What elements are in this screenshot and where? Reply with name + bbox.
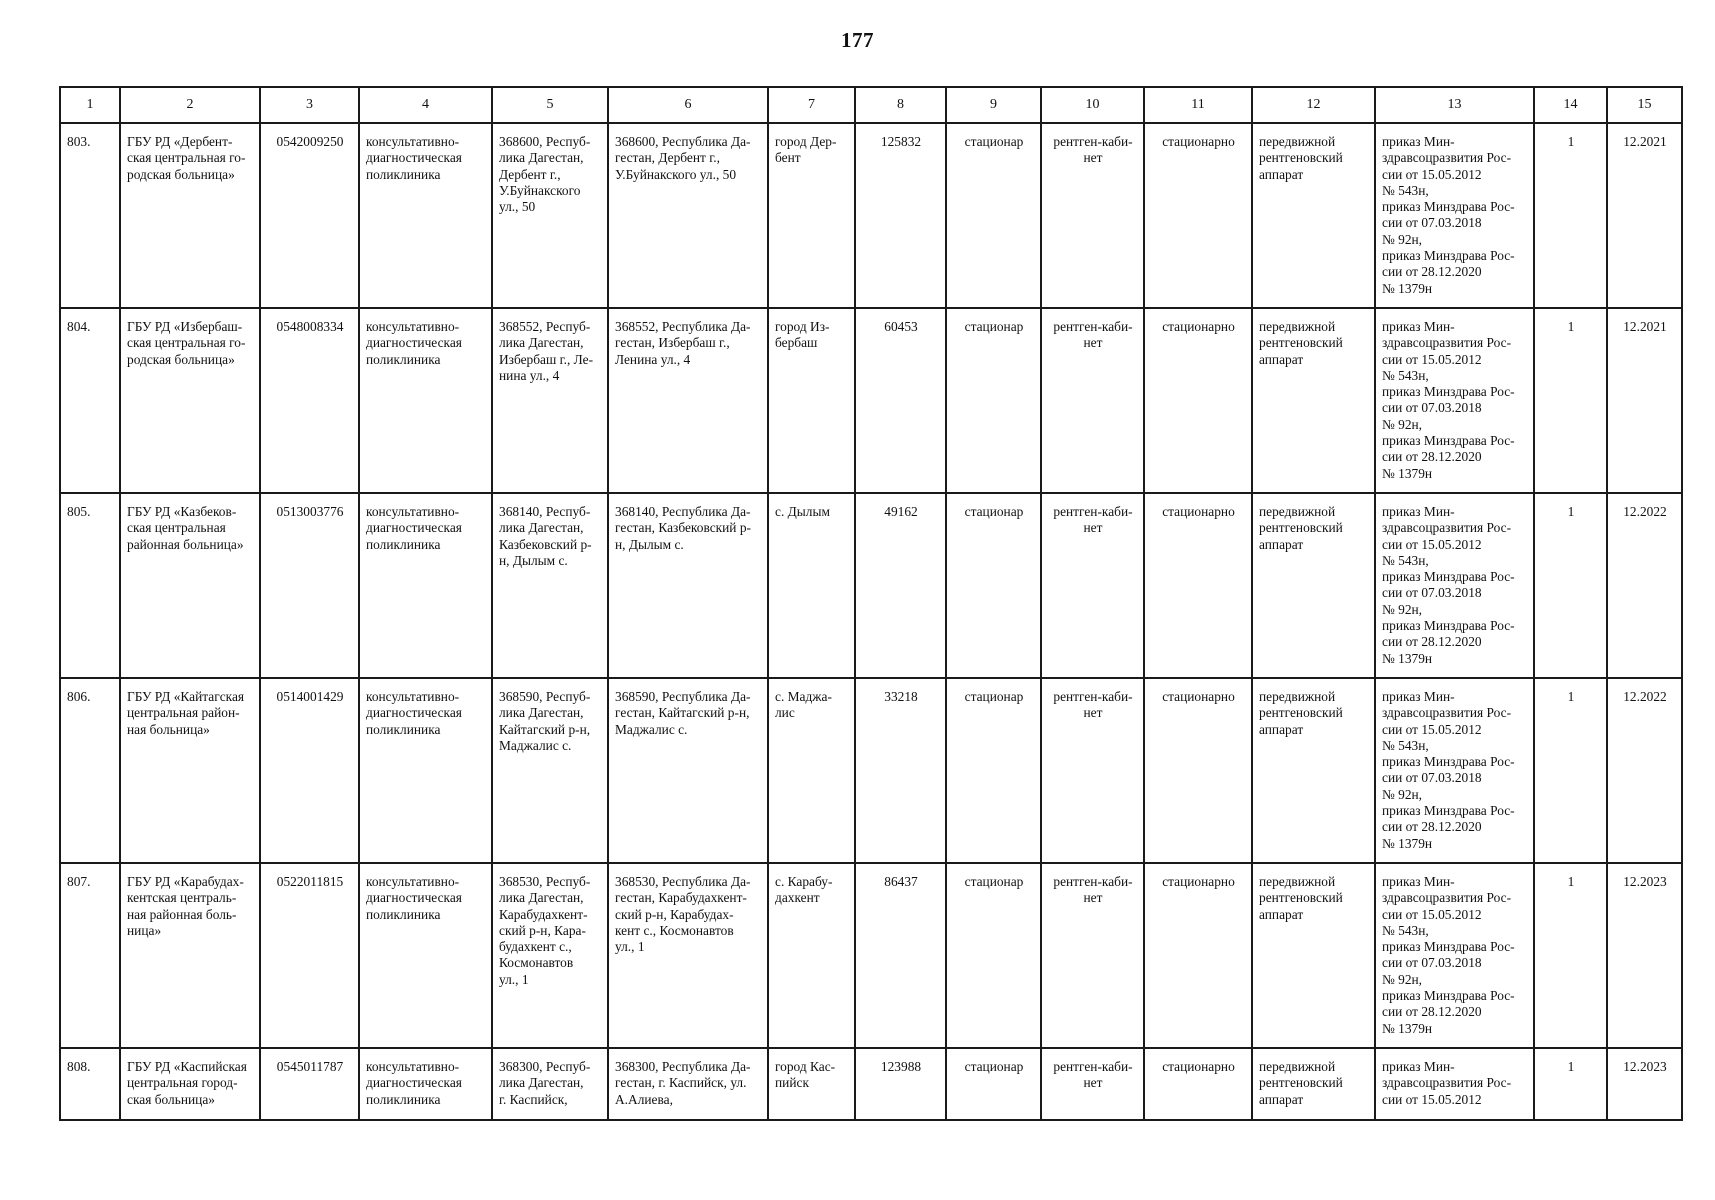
facility-type: стационар [946, 1048, 1041, 1120]
regulatory-orders: приказ Мин- здравсоцразвития Рос- сии от 15.05.2012 № 543н, приказ Минздрава Рос- сии от 07.03.2018 № 92н, приказ Минздрава Рос- сии от 28.12.2020 № 1379н [1375, 863, 1534, 1048]
equipment: передвижной рентгеновский аппарат [1252, 1048, 1375, 1120]
unit-name: консультативно- диагностическая поликлиника [359, 863, 492, 1048]
population: 123988 [855, 1048, 946, 1120]
table-row [60, 1048, 1682, 1120]
population: 33218 [855, 678, 946, 863]
address-full: 368600, Республика Да- гестан, Дербент г., У.Буйнакского ул., 50 [608, 123, 768, 308]
column-number: 14 [1534, 87, 1607, 123]
address-short: 368300, Респуб- лика Дагестан, г. Каспийск, [492, 1048, 608, 1120]
facility-type: стационар [946, 123, 1041, 308]
column-number: 6 [608, 87, 768, 123]
column-number: 2 [120, 87, 260, 123]
regulatory-orders: приказ Мин- здравсоцразвития Рос- сии от 15.05.2012 № 543н, приказ Минздрава Рос- сии от 07.03.2018 № 92н, приказ Минздрава Рос- сии от 28.12.2020 № 1379н [1375, 678, 1534, 863]
address-full: 368140, Республика Да- гестан, Казбековский р- н, Дылым с. [608, 493, 768, 678]
column-number: 5 [492, 87, 608, 123]
row-number: 804. [60, 308, 120, 493]
inn-code: 0542009250 [260, 123, 359, 308]
page-number: 177 [841, 28, 874, 52]
population: 125832 [855, 123, 946, 308]
locality: город Кас- пийск [768, 1048, 855, 1120]
column-number: 10 [1041, 87, 1144, 123]
column-number: 8 [855, 87, 946, 123]
organization-name: ГБУ РД «Избербаш- ская центральная го- родская больница» [120, 308, 260, 493]
equipment-count: 1 [1534, 678, 1607, 863]
locality: с. Карабу- дахкент [768, 863, 855, 1048]
table-row [60, 678, 1682, 863]
equipment-count: 1 [1534, 1048, 1607, 1120]
population: 49162 [855, 493, 946, 678]
locality: с. Маджа- лис [768, 678, 855, 863]
column-number: 15 [1607, 87, 1682, 123]
equipment: передвижной рентгеновский аппарат [1252, 493, 1375, 678]
organization-name: ГБУ РД «Карабудах- кентская централь- ная районная боль- ница» [120, 863, 260, 1048]
room-type: рентген-каби- нет [1041, 1048, 1144, 1120]
inn-code: 0513003776 [260, 493, 359, 678]
unit-name: консультативно- диагностическая поликлиника [359, 1048, 492, 1120]
organization-name: ГБУ РД «Казбеков- ская центральная районная больница» [120, 493, 260, 678]
address-short: 368552, Респуб- лика Дагестан, Избербаш г., Ле- нина ул., 4 [492, 308, 608, 493]
equipment: передвижной рентгеновский аппарат [1252, 678, 1375, 863]
column-number-row [60, 87, 1682, 123]
facility-type: стационар [946, 493, 1041, 678]
equipment: передвижной рентгеновский аппарат [1252, 123, 1375, 308]
equipment: передвижной рентгеновский аппарат [1252, 863, 1375, 1048]
regulatory-orders: приказ Мин- здравсоцразвития Рос- сии от 15.05.2012 [1375, 1048, 1534, 1120]
column-number: 3 [260, 87, 359, 123]
equipment-count: 1 [1534, 123, 1607, 308]
column-number: 7 [768, 87, 855, 123]
address-full: 368530, Республика Да- гестан, Карабудахкент- ский р-н, Карабудах- кент с., Космонавтов ул., 1 [608, 863, 768, 1048]
operation-mode: стационарно [1144, 863, 1252, 1048]
facility-type: стационар [946, 863, 1041, 1048]
registry-table [59, 86, 1683, 1121]
table-row [60, 308, 1682, 493]
room-type: рентген-каби- нет [1041, 863, 1144, 1048]
address-short: 368530, Респуб- лика Дагестан, Карабудахкент- ский р-н, Кара- будахкент с., Космонавтов ул., 1 [492, 863, 608, 1048]
regulatory-orders: приказ Мин- здравсоцразвития Рос- сии от 15.05.2012 № 543н, приказ Минздрава Рос- сии от 07.03.2018 № 92н, приказ Минздрава Рос- сии от 28.12.2020 № 1379н [1375, 308, 1534, 493]
column-number: 4 [359, 87, 492, 123]
address-short: 368600, Респуб- лика Дагестан, Дербент г., У.Буйнакского ул., 50 [492, 123, 608, 308]
equipment-count: 1 [1534, 863, 1607, 1048]
address-full: 368552, Республика Да- гестан, Избербаш г., Ленина ул., 4 [608, 308, 768, 493]
operation-mode: стационарно [1144, 493, 1252, 678]
row-number: 807. [60, 863, 120, 1048]
equipment-count: 1 [1534, 308, 1607, 493]
unit-name: консультативно- диагностическая поликлиника [359, 123, 492, 308]
locality: город Дер- бент [768, 123, 855, 308]
room-type: рентген-каби- нет [1041, 308, 1144, 493]
column-number: 1 [60, 87, 120, 123]
organization-name: ГБУ РД «Каспийская центральная город- ская больница» [120, 1048, 260, 1120]
operation-mode: стационарно [1144, 123, 1252, 308]
due-date: 12.2022 [1607, 678, 1682, 863]
facility-type: стационар [946, 678, 1041, 863]
room-type: рентген-каби- нет [1041, 678, 1144, 863]
equipment: передвижной рентгеновский аппарат [1252, 308, 1375, 493]
address-short: 368590, Респуб- лика Дагестан, Кайтагский р-н, Маджалис с. [492, 678, 608, 863]
due-date: 12.2023 [1607, 863, 1682, 1048]
due-date: 12.2021 [1607, 308, 1682, 493]
operation-mode: стационарно [1144, 308, 1252, 493]
table-row [60, 493, 1682, 678]
regulatory-orders: приказ Мин- здравсоцразвития Рос- сии от 15.05.2012 № 543н, приказ Минздрава Рос- сии от 07.03.2018 № 92н, приказ Минздрава Рос- сии от 28.12.2020 № 1379н [1375, 123, 1534, 308]
organization-name: ГБУ РД «Дербент- ская центральная го- родская больница» [120, 123, 260, 308]
table-row [60, 863, 1682, 1048]
unit-name: консультативно- диагностическая поликлиника [359, 308, 492, 493]
operation-mode: стационарно [1144, 678, 1252, 863]
population: 86437 [855, 863, 946, 1048]
table-row [60, 123, 1682, 308]
regulatory-orders: приказ Мин- здравсоцразвития Рос- сии от 15.05.2012 № 543н, приказ Минздрава Рос- сии от 07.03.2018 № 92н, приказ Минздрава Рос- сии от 28.12.2020 № 1379н [1375, 493, 1534, 678]
inn-code: 0522011815 [260, 863, 359, 1048]
inn-code: 0514001429 [260, 678, 359, 863]
due-date: 12.2021 [1607, 123, 1682, 308]
address-full: 368300, Республика Да- гестан, г. Каспийск, ул. А.Алиева, [608, 1048, 768, 1120]
row-number: 803. [60, 123, 120, 308]
due-date: 12.2023 [1607, 1048, 1682, 1120]
locality: город Из- бербаш [768, 308, 855, 493]
address-short: 368140, Респуб- лика Дагестан, Казбековский р- н, Дылым с. [492, 493, 608, 678]
column-number: 12 [1252, 87, 1375, 123]
unit-name: консультативно- диагностическая поликлиника [359, 493, 492, 678]
organization-name: ГБУ РД «Кайтагская центральная район- ная больница» [120, 678, 260, 863]
inn-code: 0545011787 [260, 1048, 359, 1120]
locality: с. Дылым [768, 493, 855, 678]
population: 60453 [855, 308, 946, 493]
row-number: 808. [60, 1048, 120, 1120]
unit-name: консультативно- диагностическая поликлиника [359, 678, 492, 863]
inn-code: 0548008334 [260, 308, 359, 493]
address-full: 368590, Республика Да- гестан, Кайтагский р-н, Маджалис с. [608, 678, 768, 863]
facility-type: стационар [946, 308, 1041, 493]
row-number: 806. [60, 678, 120, 863]
column-number: 9 [946, 87, 1041, 123]
row-number: 805. [60, 493, 120, 678]
column-number: 11 [1144, 87, 1252, 123]
due-date: 12.2022 [1607, 493, 1682, 678]
equipment-count: 1 [1534, 493, 1607, 678]
room-type: рентген-каби- нет [1041, 493, 1144, 678]
column-number: 13 [1375, 87, 1534, 123]
room-type: рентген-каби- нет [1041, 123, 1144, 308]
operation-mode: стационарно [1144, 1048, 1252, 1120]
